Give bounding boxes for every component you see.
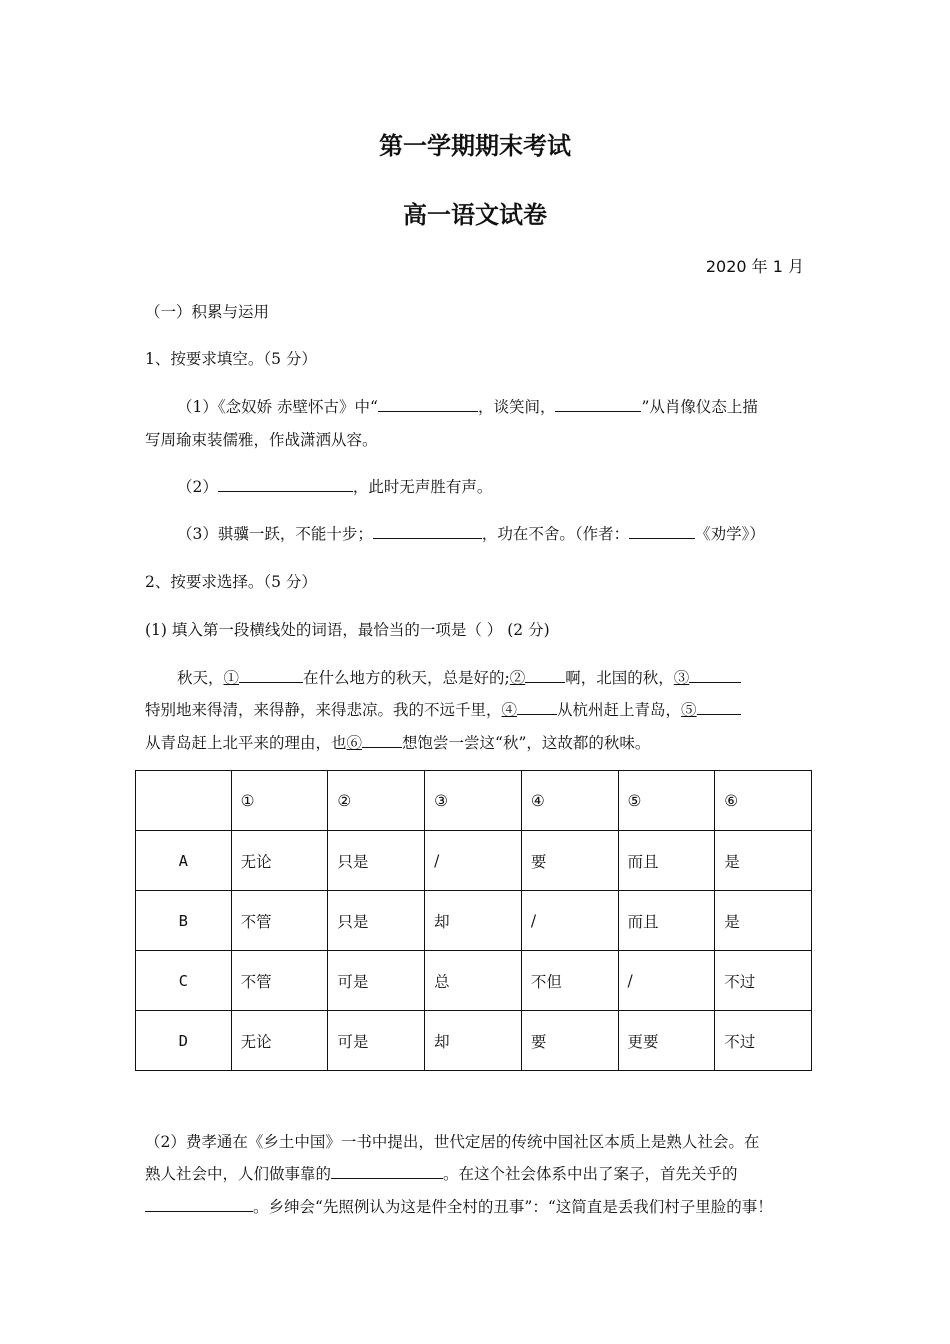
table-cell: 只是 bbox=[328, 831, 425, 891]
table-header-cell: ① bbox=[231, 771, 328, 831]
item-3-text-c: 《劝学》） bbox=[695, 525, 765, 543]
item-3-text-b: ，功在不舍。（作者： bbox=[481, 525, 630, 543]
table-cell: 不过 bbox=[715, 951, 812, 1011]
answer-blank bbox=[525, 668, 565, 683]
table-header-cell: ④ bbox=[521, 771, 618, 831]
table-cell: 无论 bbox=[231, 831, 328, 891]
marker-1: ① bbox=[223, 669, 240, 687]
passage-text: 。乡绅会“先照例认为这是件全村的丑事”：“这简直是丢我们村子里脸的事！ bbox=[253, 1198, 773, 1216]
marker-3: ③ bbox=[673, 669, 690, 687]
answer-blank bbox=[689, 668, 741, 683]
table-cell: / bbox=[521, 891, 618, 951]
table-cell: 不管 bbox=[231, 891, 328, 951]
answer-blank bbox=[373, 524, 482, 539]
option-label: D bbox=[136, 1011, 232, 1071]
table-cell: 是 bbox=[715, 891, 812, 951]
table-row bbox=[136, 891, 812, 951]
answer-blank bbox=[239, 668, 303, 683]
question-1-item-1 bbox=[177, 395, 758, 417]
table-cell: 更要 bbox=[618, 1011, 715, 1071]
table-cell: 要 bbox=[521, 1011, 618, 1071]
table-header-cell bbox=[136, 771, 232, 831]
table-header-cell: ③ bbox=[425, 771, 522, 831]
passage-text: 从杭州赶上青岛， bbox=[557, 701, 682, 719]
question-2-prompt: 2、按要求选择。（5 分） bbox=[145, 573, 317, 591]
option-label: C bbox=[136, 951, 232, 1011]
table-cell: / bbox=[618, 951, 715, 1011]
answer-blank bbox=[145, 1197, 253, 1212]
item-1-text-c: ”从肖像仪态上描 bbox=[641, 398, 758, 416]
passage-text: 熟人社会中，人们做事靠的 bbox=[145, 1165, 332, 1183]
question-1-item-2 bbox=[177, 475, 492, 497]
passage-text: 特别地来得清，来得静，来得悲凉。我的不远千里， bbox=[145, 701, 502, 719]
table-cell: 总 bbox=[425, 951, 522, 1011]
table-header-cell: ⑥ bbox=[715, 771, 812, 831]
options-table bbox=[135, 770, 812, 1071]
item-3-text-a: （3）骐骥一跃，不能十步； bbox=[177, 525, 373, 543]
passage-text: 从青岛赶上北平来的理由，也 bbox=[145, 734, 347, 752]
exam-title: 第一学期期末考试 bbox=[379, 132, 571, 160]
answer-blank bbox=[555, 397, 641, 412]
table-cell: / bbox=[425, 831, 522, 891]
item-2-text-a: （2） bbox=[177, 478, 218, 496]
answer-blank bbox=[218, 477, 353, 492]
table-row bbox=[136, 1011, 812, 1071]
marker-4: ④ bbox=[501, 701, 518, 719]
table-cell: 而且 bbox=[618, 891, 715, 951]
answer-blank bbox=[378, 397, 478, 412]
answer-blank bbox=[697, 700, 741, 715]
question-1-item-1-continued: 写周瑜束装儒雅，作战潇洒从容。 bbox=[145, 431, 378, 449]
passage-text: 秋天， bbox=[177, 669, 224, 687]
question-2-sub-2-line-1: （2）费孝通在《乡土中国》一书中提出，世代定居的传统中国社区本质上是熟人社会。在 bbox=[145, 1133, 760, 1151]
table-cell: 是 bbox=[715, 831, 812, 891]
question-2-sub-2-line-2 bbox=[145, 1162, 738, 1184]
item-1-text-b: ，谈笑间， bbox=[477, 398, 556, 416]
item-2-text-b: ，此时无声胜有声。 bbox=[352, 478, 493, 496]
table-row bbox=[136, 831, 812, 891]
question-1-item-3 bbox=[177, 522, 765, 544]
passage-text: 在什么地方的秋天，总是好的; bbox=[303, 669, 510, 687]
table-cell: 不但 bbox=[521, 951, 618, 1011]
table-cell: 不管 bbox=[231, 951, 328, 1011]
option-label: A bbox=[136, 831, 232, 891]
passage-line-3 bbox=[145, 731, 650, 753]
section-heading: （一）积累与运用 bbox=[145, 303, 270, 321]
table-cell: 无论 bbox=[231, 1011, 328, 1071]
marker-2: ② bbox=[509, 669, 526, 687]
passage-text: 。在这个社会体系中出了案子，首先关乎的 bbox=[443, 1165, 738, 1183]
item-1-text-a: （1）《念奴娇 赤壁怀古》中“ bbox=[177, 398, 378, 416]
table-row bbox=[136, 951, 812, 1011]
answer-blank bbox=[629, 524, 695, 539]
question-2-sub-1: (1) 填入第一段横线处的词语，最恰当的一项是（ ） (2 分) bbox=[145, 621, 550, 639]
table-cell: 却 bbox=[425, 891, 522, 951]
answer-blank bbox=[331, 1164, 443, 1179]
passage-line-2 bbox=[145, 698, 741, 720]
table-cell: 却 bbox=[425, 1011, 522, 1071]
passage-text: 啊，北国的秋， bbox=[565, 669, 674, 687]
question-1-prompt: 1、按要求填空。（5 分） bbox=[145, 350, 317, 368]
exam-date: 2020 年 1 月 bbox=[705, 257, 804, 276]
table-cell: 要 bbox=[521, 831, 618, 891]
answer-blank bbox=[517, 700, 557, 715]
table-cell: 只是 bbox=[328, 891, 425, 951]
marker-5: ⑤ bbox=[681, 701, 697, 719]
table-cell: 可是 bbox=[328, 1011, 425, 1071]
passage-line-1 bbox=[177, 666, 741, 688]
table-cell: 不过 bbox=[715, 1011, 812, 1071]
marker-6: ⑥ bbox=[346, 734, 363, 752]
table-header-cell: ② bbox=[328, 771, 425, 831]
table-cell: 可是 bbox=[328, 951, 425, 1011]
table-header-row bbox=[136, 771, 812, 831]
passage-text: 想饱尝一尝这“秋”，这故都的秋味。 bbox=[402, 734, 651, 752]
table-header-cell: ⑤ bbox=[618, 771, 715, 831]
option-label: B bbox=[136, 891, 232, 951]
question-2-sub-2-line-3 bbox=[145, 1195, 773, 1217]
answer-blank bbox=[362, 733, 402, 748]
exam-subtitle: 高一语文试卷 bbox=[403, 201, 547, 229]
table-cell: 而且 bbox=[618, 831, 715, 891]
